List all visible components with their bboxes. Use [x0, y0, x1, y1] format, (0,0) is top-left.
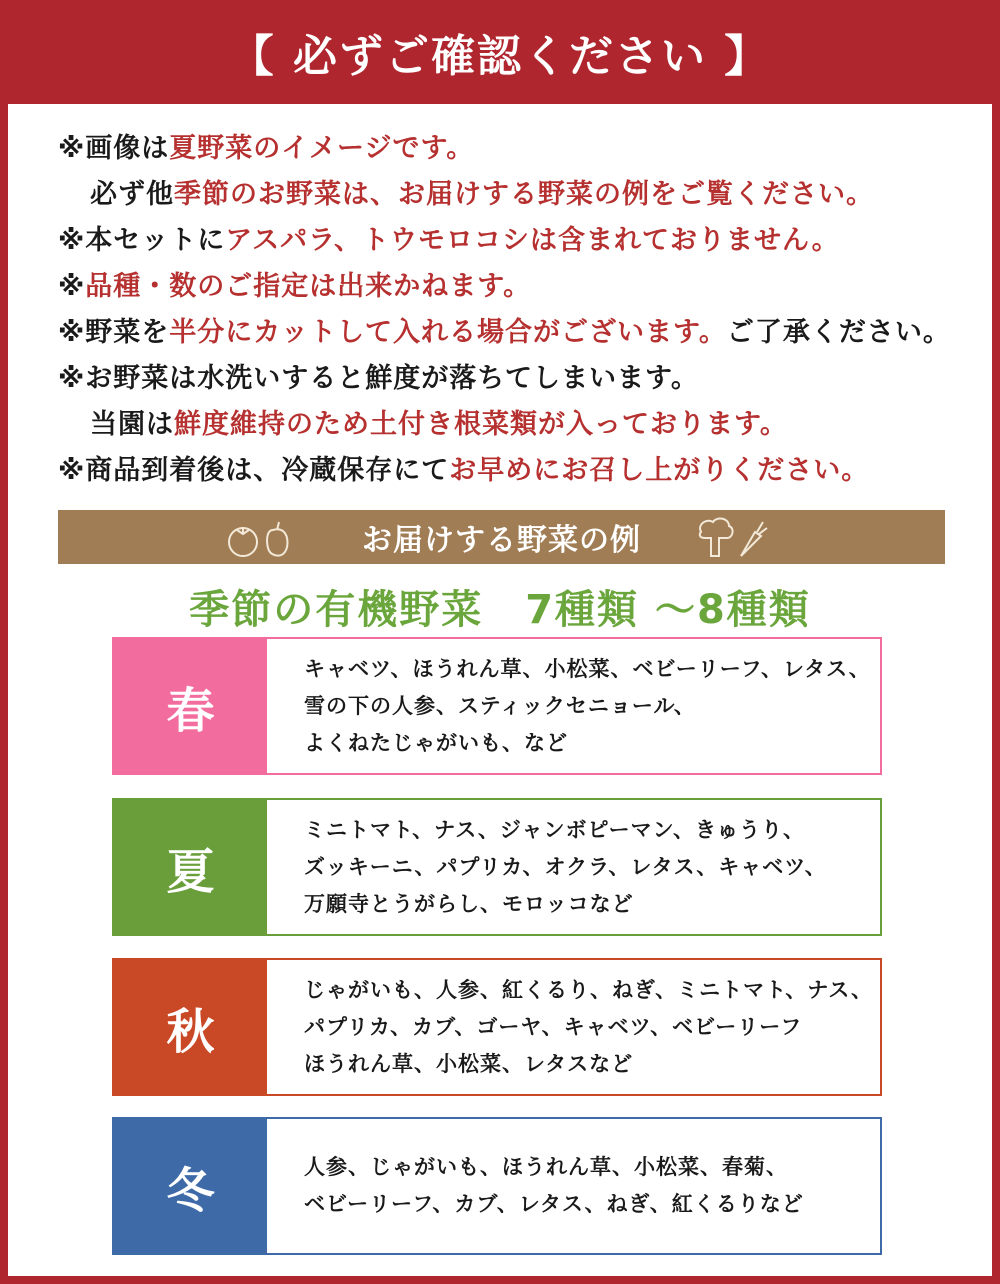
- note-segment: 季節のお野菜は、お届けする野菜の例をご覧ください。: [174, 179, 874, 210]
- season-item-line: キャベツ、ほうれん草、小松菜、ベビーリーフ、レタス、: [304, 656, 871, 681]
- season-label: 春: [114, 639, 267, 773]
- note-segment: 鮮度維持のため土付き根菜類が入っております。: [174, 409, 788, 440]
- note-segment: 夏野菜のイメージです。: [169, 133, 475, 164]
- tomato-icon: [229, 527, 257, 556]
- note-segment: ※野菜を: [58, 317, 170, 348]
- note-segment: ※お野菜は水洗いすると鮮度が落ちてしまいます。: [58, 363, 699, 394]
- note-line: [58, 356, 978, 402]
- season-item-line: よくねたじゃがいも、など: [304, 730, 568, 755]
- note-segment: ご了承ください。: [726, 317, 951, 348]
- banner-right-icons: [693, 514, 773, 562]
- note-segment: ※商品到着後は、冷蔵保存にて: [58, 455, 450, 486]
- season-card-spring: [112, 637, 882, 775]
- broccoli-icon: [700, 519, 733, 556]
- page-header: [0, 0, 1000, 104]
- season-items: [304, 800, 870, 934]
- season-item-line: 万願寺とうがらし、モロッコなど: [304, 891, 634, 916]
- season-card-winter: [112, 1117, 882, 1255]
- season-item-line: じゃがいも、人参、紅くるり、ねぎ、ミニトマト、ナス、: [304, 977, 874, 1002]
- note-segment: 当園は: [90, 409, 174, 440]
- season-item-line: 雪の下の人参、スティックセニョール、: [304, 693, 696, 718]
- notes-list: [58, 126, 978, 494]
- season-label: 冬: [114, 1119, 267, 1253]
- season-item-line: パプリカ、カブ、ゴーヤ、キャベツ、ベビーリーフ: [304, 1014, 803, 1039]
- pepper-icon: [267, 522, 287, 556]
- season-item-line: ベビーリーフ、カブ、レタス、ねぎ、紅くるりなど: [304, 1192, 804, 1216]
- note-segment: 半分にカットして入れる場合がございます。: [169, 317, 727, 348]
- banner-left-icons: [223, 518, 303, 558]
- season-card-autumn: [112, 958, 882, 1096]
- note-segment: ※本セットに: [58, 225, 226, 256]
- note-line: [58, 448, 978, 494]
- note-segment: 必ず他: [90, 179, 174, 210]
- note-segment: お早めにお召し上がりください。: [449, 455, 870, 486]
- examples-banner: [58, 510, 945, 564]
- note-segment: 品種・数のご指定は出来かねます。: [85, 271, 532, 302]
- season-item-line: 人参、じゃがいも、ほうれん草、小松菜、春菊、: [304, 1155, 788, 1179]
- season-item-line: ミニトマト、ナス、ジャンボピーマン、きゅうり、: [304, 817, 805, 842]
- season-label: 夏: [114, 800, 267, 934]
- note-line: [58, 126, 978, 172]
- subtitle: 季節の有機野菜 7種類 ～8種類: [189, 587, 811, 633]
- season-items: [304, 639, 870, 773]
- season-item-line: ズッキーニ、パプリカ、オクラ、レタス、キャベツ、: [304, 854, 827, 879]
- season-items: [304, 1119, 870, 1253]
- note-line: [58, 218, 978, 264]
- season-item-line: ほうれん草、小松菜、レタスなど: [304, 1051, 634, 1076]
- season-label: 秋: [114, 960, 267, 1094]
- header-title: 【 必ずご確認ください 】: [229, 31, 771, 82]
- note-line: [58, 310, 978, 356]
- note-segment: ※: [58, 271, 86, 302]
- note-segment: アスパラ、トウモロコシは含まれておりません。: [225, 225, 840, 256]
- note-segment: ※画像は: [58, 133, 170, 164]
- note-line: [58, 264, 978, 310]
- banner-title: お届けする野菜の例: [362, 523, 641, 558]
- note-line: [58, 172, 978, 218]
- season-card-summer: [112, 798, 882, 936]
- carrot-icon: [741, 522, 767, 556]
- note-line: [58, 402, 978, 448]
- season-items: [304, 960, 874, 1094]
